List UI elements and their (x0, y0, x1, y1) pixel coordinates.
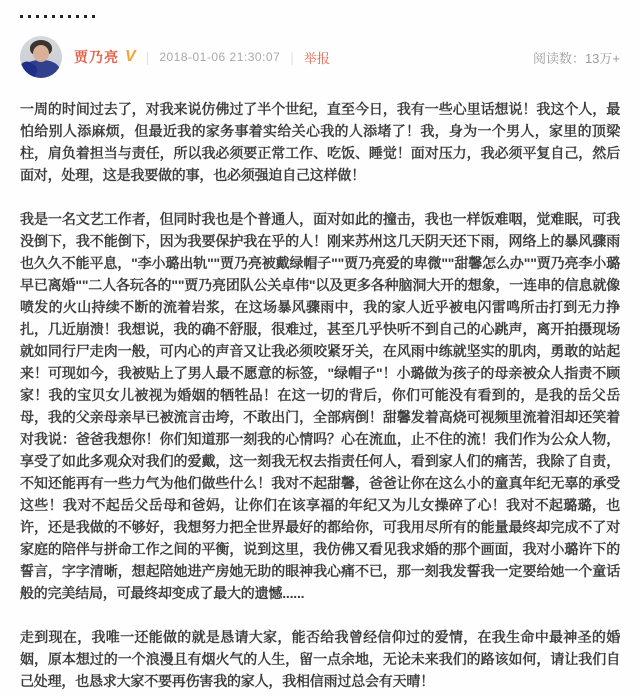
post-timestamp: 2018-01-06 21:30:07 (159, 50, 281, 64)
post-header (20, 34, 620, 80)
read-count: 阅读数：13万+ (532, 50, 620, 66)
collapsed-dots-indicator (20, 12, 620, 20)
header-divider: | (290, 49, 294, 65)
paragraph-2: 我是一名文艺工作者，但同时我也是个普通人，面对如此的撞击，我也一样饭难咽，觉难眠，可我没倒下，我不能倒下，因为我要保护我在乎的人！刚来苏州这几天阴天还下雨，网络上的暴风骤雨也久久不能平息，"李小璐出轨""贾乃亮被戴绿帽子""贾乃亮爱的卑微""甜馨怎么办""贾乃亮李小璐早已离婚""二人各玩各的""贾乃亮团队公关卓伟"以及更多各种脑洞大开的想象，一连串的信息就像喷发的火山持续不断的流着岩浆，在这场暴风骤雨中，我的家人近乎被电闪雷鸣所击打到无力挣扎，几近崩溃！我想说，我的确不舒服，很难过，甚至几乎快听不到自己的心跳声，离开拍摄现场就如同行尸走肉一般，可内心的声音又让我必须咬紧牙关，在风雨中练就坚实的肌肉，勇敢的站起来！可现如今，我被贴上了男人最不愿意的标签，"绿帽子"！小璐做为孩子的母亲被众人指责不顾家！我的宝贝女儿被视为婚姻的牺牲品！在这一切的背后，你们可能没有看到的，是我的岳父岳母，我的父亲母亲早已被流言击垮，不敢出门，全部病倒！甜馨发着高烧可视频里流着泪却还笑着对我说：爸爸我想你！你们知道那一刻我的心情吗？心在流血，止不住的流！我们作为公众人物，享受了如此多观众对我们的爱戴，这一刻我无权去指责任何人，看到家人们的痛苦，我除了自责，不知还能再有一些力气为他们做些什么！我对不起甜馨，爸爸让你在这么小的童真年纪无辜的承受这些！我对不起岳父岳母和爸妈，让你们在该享福的年纪又为儿女操碎了心！我对不起璐璐，也许，还是我做的不够好，我想努力把全世界最好的都给你，可我用尽所有的能量最终却完成不了对家庭的陪伴与拼命工作之间的平衡，说到这里，我仿佛又看见我求婚的那个画面，我对小璐许下的誓言，字字清晰，想起陪她进产房她无助的眼神我心痛不已，那一刻我发誓我一定要给她一个童话般的完美结局，可最终却变成了最大的遗憾...... (20, 211, 620, 601)
post-body (20, 98, 620, 692)
dot (20, 15, 23, 18)
dot (52, 15, 55, 18)
dot (92, 15, 95, 18)
verified-badge-icon: V (125, 48, 136, 65)
dot (28, 15, 31, 18)
dot (84, 15, 87, 18)
dot (36, 15, 39, 18)
report-link[interactable]: 举报 (303, 50, 330, 66)
dot (60, 15, 63, 18)
paragraph-1: 一周的时间过去了，对我来说仿佛过了半个世纪，直至今日，我有一些心里话想说！我这个人，最怕给别人添麻烦，但最近我的家务事着实给关心我的人添堵了！我，身为一个男人，家里的顶梁柱，肩负着担当与责任，所以我必须要正常工作、吃饭、睡觉！面对压力，我必须平复自己，然后面对，处理，这是我要做的事，也必须强迫自己这样做！ (20, 101, 620, 183)
dot (44, 15, 47, 18)
avatar-face (33, 45, 49, 62)
paragraph-3: 走到现在，我唯一还能做的就是恳请大家，能否给我曾经信仰过的爱情，在我生命中最神圣的婚姻，原本想过的一个浪漫且有烟火气的人生，留一点余地，无论未来我们的路该如何，请让我们自己处理，也恳求大家不要再伤害我的家人，我相信雨过总会有天晴！ (20, 629, 620, 689)
dot (68, 15, 71, 18)
dot (76, 15, 79, 18)
avatar[interactable] (20, 36, 62, 78)
author-name[interactable]: 贾乃亮 (74, 49, 119, 65)
header-divider: | (145, 49, 150, 65)
